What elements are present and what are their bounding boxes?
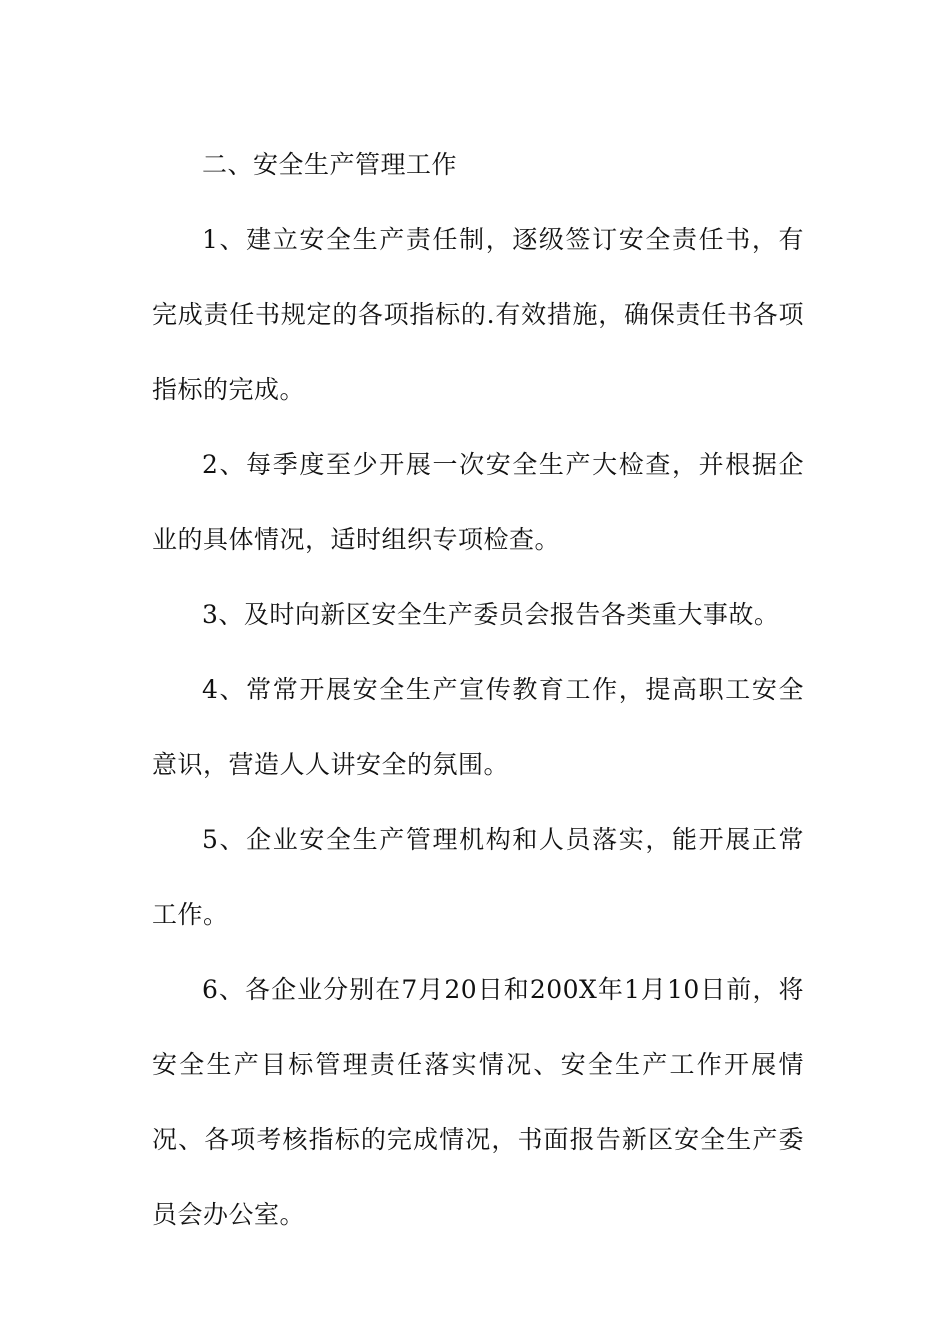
paragraph-5: 5、企业安全生产管理机构和人员落实，能开展正常工作。 (152, 825, 804, 929)
paragraph-2: 2、每季度至少开展一次安全生产大检查，并根据企业的具体情况，适时组织专项检查。 (152, 450, 804, 554)
section-heading: 二、安全生产管理工作 (202, 150, 458, 179)
document-body (152, 127, 804, 1252)
paragraph-4: 4、常常开展安全生产宣传教育工作，提高职工安全意识，营造人人讲安全的氛围。 (152, 675, 804, 779)
paragraph-3: 3、及时向新区安全生产委员会报告各类重大事故。 (202, 600, 780, 629)
paragraph-6: 6、各企业分别在7月20日和200X年1月10日前，将安全生产目标管理责任落实情况、安全生产工作开展情况、各项考核指标的完成情况，书面报告新区安全生产委员会办公室。 (152, 975, 804, 1229)
paragraph-1: 1、建立安全生产责任制，逐级签订安全责任书，有完成责任书规定的各项指标的.有效措施，确保责任书各项指标的完成。 (152, 225, 804, 404)
